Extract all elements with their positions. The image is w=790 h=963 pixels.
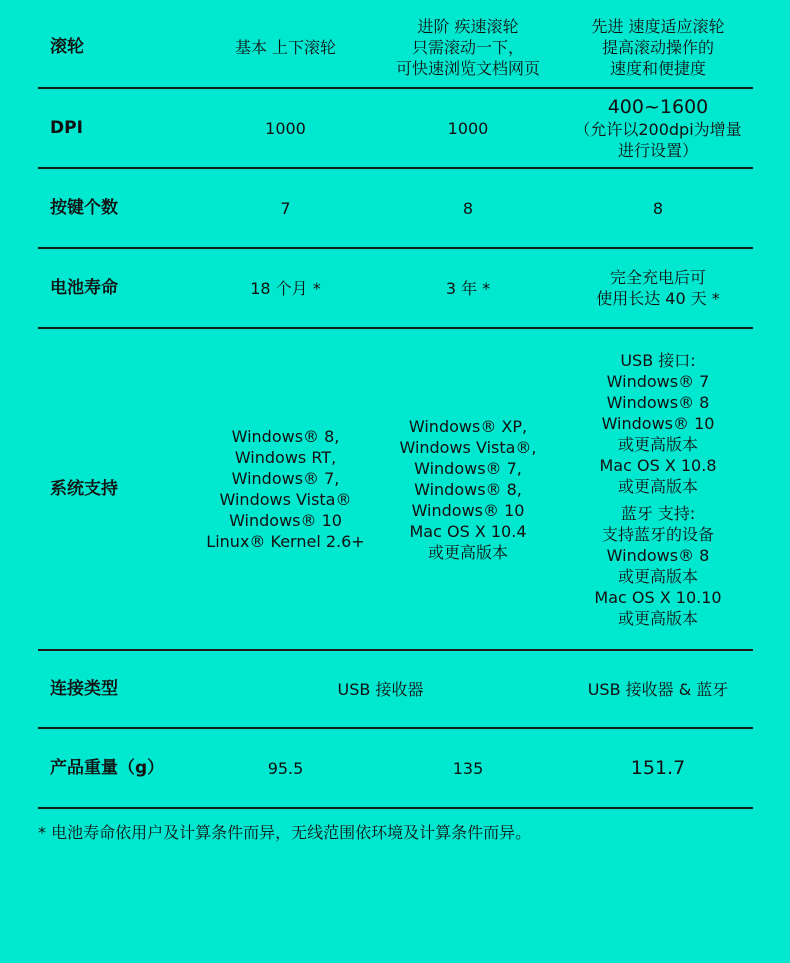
battery-model3 — [563, 267, 753, 309]
row-label-weight: 产品重量（g） — [50, 757, 165, 778]
text-line: Windows® 10 — [411, 500, 525, 520]
text-line: Windows Vista®, — [399, 437, 537, 457]
text-line: Mac OS X 10.8 — [599, 455, 717, 475]
text-line: Windows® 8, — [414, 479, 522, 499]
spec-row-weight — [38, 727, 753, 807]
dpi-model1: 1000 — [265, 118, 306, 138]
row-label-connection: 连接类型 — [50, 678, 118, 699]
text-line: 或更高版本 — [617, 476, 698, 496]
text-line: 蓝牙 支持: — [620, 503, 696, 523]
buttons-model2: 8 — [462, 198, 474, 218]
text-line: Windows® 8, — [231, 427, 340, 446]
os-model2 — [373, 416, 563, 563]
scroll-model1 — [198, 37, 373, 58]
text-line: 或更高版本 — [617, 608, 698, 628]
weight-model3: 151.7 — [630, 756, 686, 779]
text-line: Windows® 7, — [414, 458, 522, 478]
text-line: Windows® 7 — [606, 371, 710, 391]
os-model3 — [563, 350, 753, 629]
buttons-model1: 7 — [280, 198, 291, 218]
text-line: Windows® 8 — [606, 392, 710, 412]
scroll-model3 — [563, 16, 753, 79]
weight-model1: 95.5 — [267, 758, 304, 778]
spec-row-battery — [38, 247, 753, 327]
spec-row-buttons — [38, 167, 753, 247]
text-line: 速度和便捷度 — [609, 59, 706, 78]
text-line: Mac OS X 10.4 — [409, 521, 527, 541]
row-label-battery: 电池寿命 — [50, 277, 118, 298]
text-line: 先进 速度适应滚轮 — [591, 17, 725, 36]
row-label-scroll: 滚轮 — [50, 37, 84, 57]
row-label-os: 系统支持 — [50, 478, 118, 499]
spec-table — [38, 8, 753, 809]
spec-row-os — [38, 327, 753, 649]
buttons-model3: 8 — [652, 198, 664, 218]
text-line: Windows® XP, — [408, 416, 528, 436]
text-line: 或更高版本 — [427, 542, 508, 562]
text-line: 只需滚动一下， — [411, 38, 524, 57]
scroll-model2 — [373, 16, 563, 79]
battery-model2: 3 年 * — [445, 278, 491, 298]
text-line: USB 接口: — [620, 350, 696, 370]
spec-row-scroll — [38, 8, 753, 87]
text-line: 进行设置） — [617, 140, 698, 160]
weight-model2: 135 — [452, 758, 484, 778]
text-line: （允许以200dpi为增量 — [574, 119, 742, 139]
text-line: Windows Vista® — [219, 490, 352, 509]
text-line: Windows® 10 — [601, 413, 715, 433]
text-line: Mac OS X 10.10 — [594, 587, 722, 607]
row-label-dpi: DPI — [50, 117, 83, 138]
text-line: 提高滚动操作的 — [601, 38, 714, 57]
text-line: 400~1600 — [607, 95, 709, 118]
dpi-model3 — [563, 96, 753, 161]
text-line: 支持蓝牙的设备 — [601, 524, 714, 544]
text-line: Windows® 8 — [606, 545, 710, 565]
text-line: 进阶 疾速滚轮 — [417, 17, 519, 36]
text-line: 完全充电后可 — [609, 268, 706, 287]
os-model1 — [198, 426, 373, 552]
footnote: * 电池寿命依用户及计算条件而异，无线范围依环境及计算条件而异。 — [38, 823, 532, 842]
text-line: 使用长达 40 天 * — [596, 289, 720, 308]
dpi-model2: 1000 — [447, 118, 489, 138]
text-line: Windows RT, — [234, 448, 337, 467]
text-line: Windows® 10 — [229, 511, 342, 530]
row-label-buttons: 按键个数 — [50, 197, 118, 218]
connection-model3: USB 接收器 & 蓝牙 — [587, 679, 729, 699]
connection-model1-2: USB 接收器 — [337, 679, 424, 699]
spec-row-connection — [38, 649, 753, 727]
text-line: Windows® 7, — [231, 469, 340, 488]
spec-row-dpi — [38, 87, 753, 167]
text-line: 或更高版本 — [617, 434, 698, 454]
text-line: 可快速浏览文档网页 — [395, 59, 540, 78]
text-line: 基本 上下滚轮 — [234, 38, 337, 57]
text-line: 或更高版本 — [617, 566, 698, 586]
battery-model1: 18 个月 * — [250, 278, 321, 298]
text-line: Linux® Kernel 2.6+ — [206, 532, 365, 551]
